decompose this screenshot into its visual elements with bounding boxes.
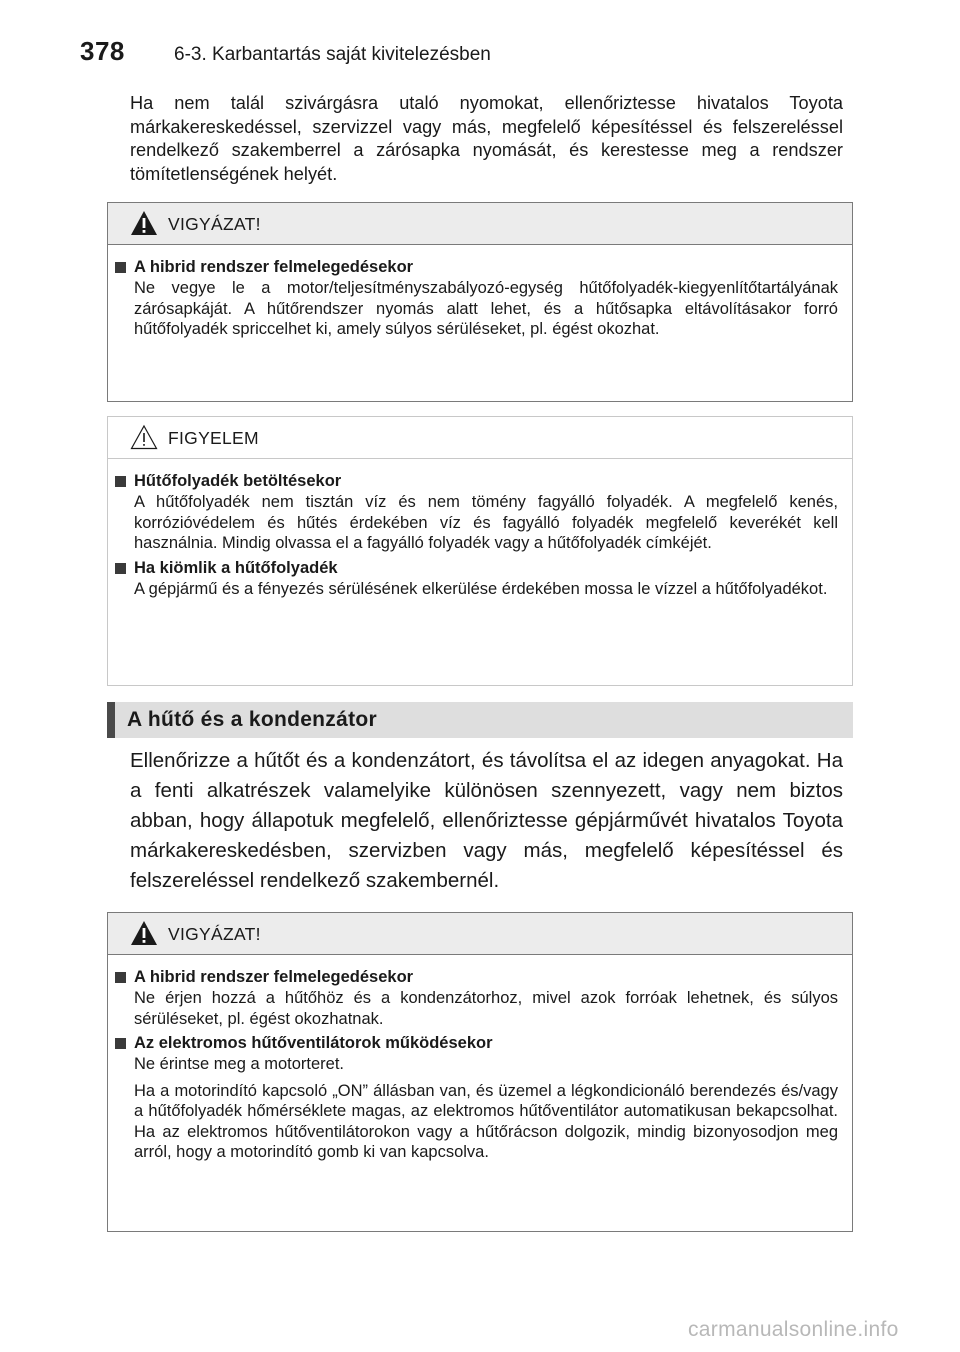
warning-item	[115, 1033, 838, 1163]
section-heading	[107, 702, 853, 738]
section-accent	[107, 702, 115, 738]
warning-body	[108, 245, 852, 401]
warning-body	[108, 955, 852, 1231]
caution-item	[115, 471, 838, 554]
item-title: A hibrid rendszer felmelegedésekor	[134, 968, 414, 986]
item-title: Az elektromos hűtőventilátorok működésekor	[134, 1034, 493, 1052]
chapter-title: 6-3. Karbantartás saját kivitelezésben	[174, 44, 491, 65]
item-title: Ha kiömlik a hűtőfolyadék	[134, 558, 338, 577]
warning-title: VIGYÁZAT!	[168, 924, 261, 944]
caution-box	[107, 416, 853, 686]
bullet-square-icon	[115, 262, 126, 273]
item-title: A hibrid rendszer felmelegedésekor	[134, 258, 414, 276]
warning-box-1	[107, 202, 853, 402]
item-text: Ne érintse meg a motorteret.	[134, 1055, 345, 1073]
item-text: Ha a motorindító kapcsoló „ON” állásban van, és üzemel a légkondicionáló berendezés és/vagy a hűtőfolyadék hőmérséklete magas, az elektromos hűtőventilátor automatikusan bekapcsolhat. Ha az elektromos hűtőventilátorokon vagy a hűtőrácson dolgozik, mindig bizonyosodjon meg arról, hogy a motorindító gomb ki van kapcsolva.	[134, 1081, 838, 1161]
warning-triangle-icon	[130, 920, 158, 946]
warning-item	[115, 967, 838, 1029]
section-title: A hűtő és a kondenzátor	[127, 708, 377, 731]
caution-triangle-icon	[130, 424, 158, 450]
warning-item	[115, 257, 838, 340]
caution-header	[108, 417, 852, 459]
item-text: A hűtőfolyadék nem tisztán víz és nem tömény fagyálló folyadék. A megfelelő kenés, korrózióvédelem és hűtés érdekében víz és fagyálló folyadék megfelelő keverékét kell használnia. Mindig olvassa el a fagyálló folyadék vagy a hűtőfolyadék címkéjét.	[134, 493, 838, 552]
caution-body	[108, 459, 852, 685]
section-paragraph: Ellenőrizze a hűtőt és a kondenzátort, és távolítsa el az idegen anyagokat. Ha a fenti alkatrészek valamelyike különösen szennyezett, vagy nem biztos abban, hogy állapotuk megfelelő, ellenőriztesse gépjárművét hivatalos Toyota márkakereskedésben, szervizben vagy más, megfelelő képesítéssel és felszereléssel rendelkező szakembernél.	[130, 749, 843, 892]
caution-title: FIGYELEM	[168, 428, 259, 448]
caution-item	[115, 558, 838, 600]
bullet-square-icon	[115, 972, 126, 983]
page-header	[80, 36, 860, 70]
intro-paragraph: Ha nem talál szivárgásra utaló nyomokat, ellenőriztesse hivatalos Toyota márkakereskedéssel, szervizzel vagy más, megfelelő képesítéssel és felszereléssel rendelkező szakemberrel a zárósapka nyomását, és kerestesse meg a rendszer tömítetlenségének helyét.	[130, 93, 843, 184]
watermark: carmanualsonline.info	[688, 1318, 899, 1341]
item-text: Ne érjen hozzá a hűtőhöz és a kondenzátorhoz, mivel azok forróak lehetnek, és súlyos sérüléseket, pl. égést okozhatnak.	[134, 989, 838, 1028]
item-title: Hűtőfolyadék betöltésekor	[134, 472, 342, 490]
warning-title: VIGYÁZAT!	[168, 214, 261, 234]
warning-box-2	[107, 912, 853, 1232]
bullet-square-icon	[115, 1038, 126, 1049]
item-text: A gépjármű és a fényezés sérülésének elkerülése érdekében mossa le vízzel a hűtőfolyadékot.	[134, 579, 828, 598]
bullet-square-icon	[115, 476, 126, 487]
warning-header	[108, 913, 852, 955]
warning-header	[108, 203, 852, 245]
bullet-square-icon	[115, 563, 126, 574]
page-number: 378	[80, 36, 125, 66]
item-text: Ne vegye le a motor/teljesítményszabályozó-egység hűtőfolyadék-kiegyenlítőtartályának zárósapkáját. A hűtőrendszer nyomás alatt lehet, és a hűtősapka eltávolításakor forró hűtőfolyadék spriccelhet ki, amely súlyos sérüléseket, pl. égést okozhat.	[134, 279, 838, 338]
warning-triangle-icon	[130, 210, 158, 236]
